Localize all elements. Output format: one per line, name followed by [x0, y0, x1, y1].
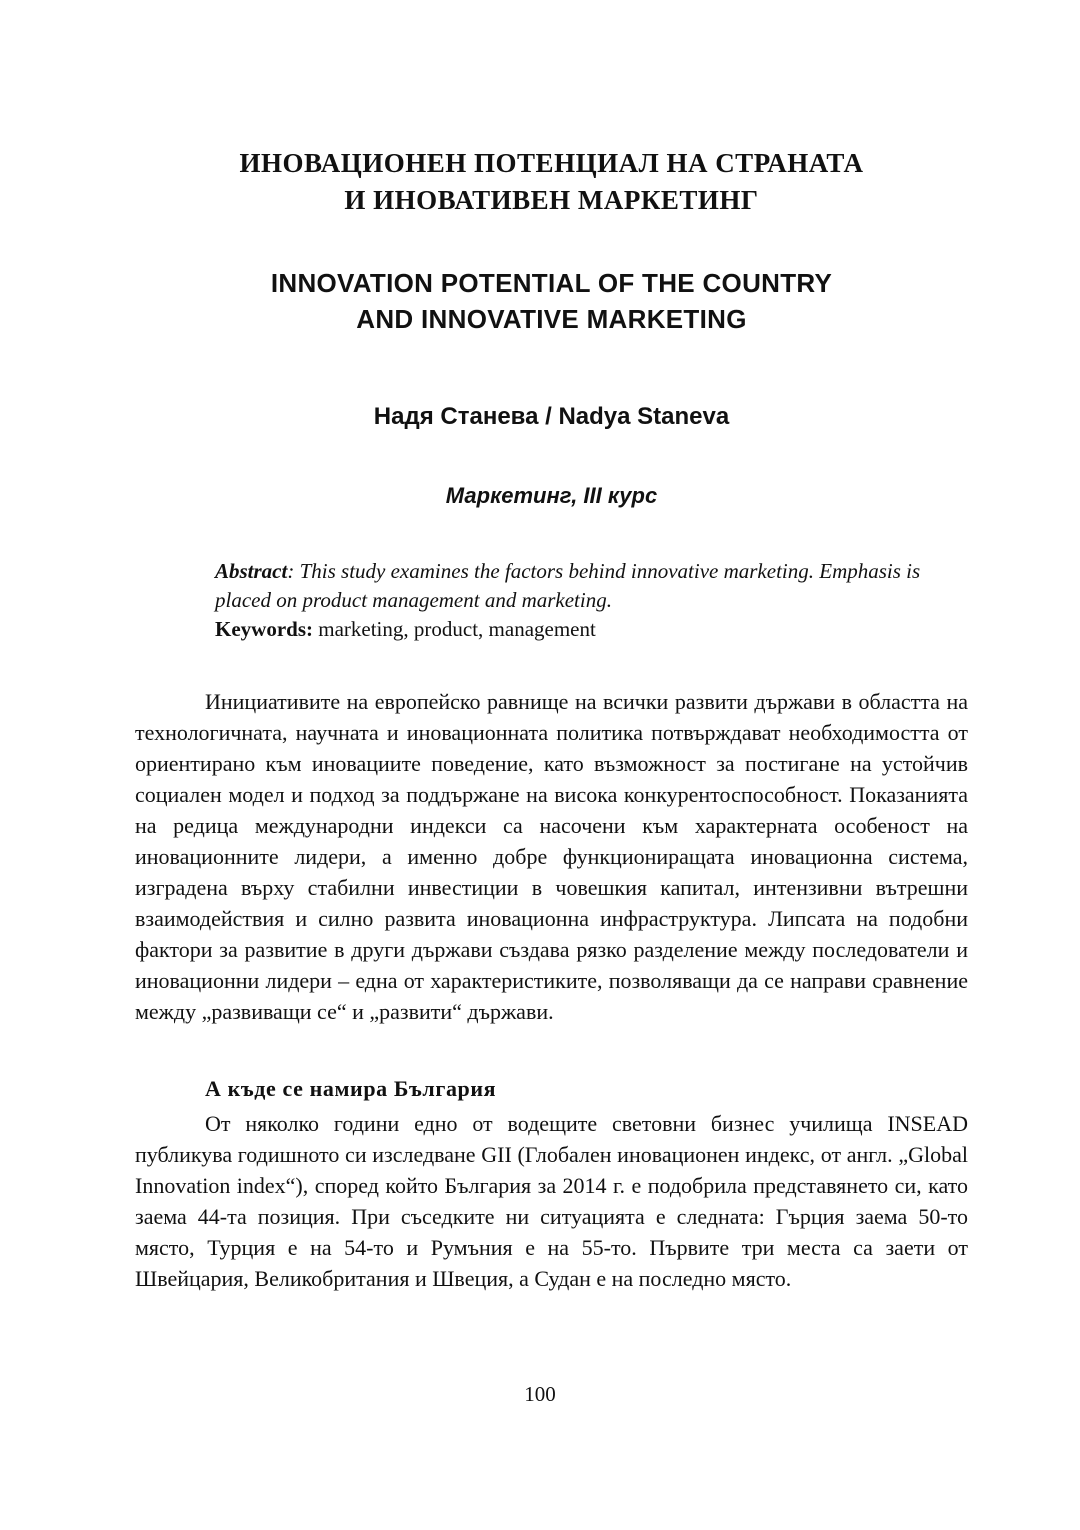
page-number: 100	[524, 1382, 556, 1406]
abstract-paragraph	[215, 557, 968, 615]
section-heading: А къде се намира България	[205, 1076, 497, 1101]
abstract-block	[215, 557, 968, 644]
title-english	[135, 265, 968, 337]
keywords-text: marketing, product, management	[313, 617, 596, 641]
title-bulgarian	[135, 145, 968, 219]
body-paragraph-1: Инициативите на европейско равнище на всички развити държави в областта на технологичната, научната и иновационната политика потвърждават необходимостта от ориентирано към иновациите поведение, като възможност за постигане на устойчив социален модел и подход за поддържане на висока конкурентоспособност. Показанията на редица международни индекси са насочени към характерната особеност на иновационните лидери, а именно добре функциониращата иновационна система, изградена върху стабилни инвестиции в човешкия капитал, интензивни вътрешни взаимодействия и силно развита иновационна инфраструктура. Липсата на подобни фактори за развитие в други държави създава рязко разделение между последователи и иновационни лидери – една от характеристиките, позволяващи да се направи сравнение между „развиващи се“ и „развити“ държави.	[135, 689, 968, 1024]
title-en-line1: INNOVATION POTENTIAL OF THE COUNTRY	[270, 268, 833, 298]
title-bg-line2: И ИНОВАТИВЕН МАРКЕТИНГ	[344, 185, 759, 215]
course-line: Маркетинг, III курс	[445, 483, 658, 508]
body-paragraph-2: От няколко години едно от водещите световни бизнес училища INSEAD публикува годишното си изследване GII (Глобален иновационен индекс, от англ. „Global Innovation index“), според който България за 2014 г. е подобрила представянето си, като заема 44-та позиция. При съседките ни ситуацията е следната: Гърция заема 50-то място, Турция е на 54-то и Румъния е на 55-то. Първите три места са заети от Швейцария, Великобритания и Швеция, а Судан е на последно място.	[135, 1111, 968, 1291]
author-line: Надя Станева / Nadya Staneva	[373, 403, 730, 430]
title-en-line2: AND INNOVATIVE MARKETING	[356, 304, 747, 334]
abstract-label: Abstract	[215, 559, 288, 583]
title-bg-line1: ИНОВАЦИОНЕН ПОТЕНЦИАЛ НА СТРАНАТА	[239, 148, 864, 178]
keywords-label: Keywords:	[215, 617, 313, 641]
keywords-line	[215, 615, 968, 644]
abstract-text: : This study examines the factors behind innovative marketing. Emphasis is placed on product management and marketing.	[215, 559, 921, 612]
